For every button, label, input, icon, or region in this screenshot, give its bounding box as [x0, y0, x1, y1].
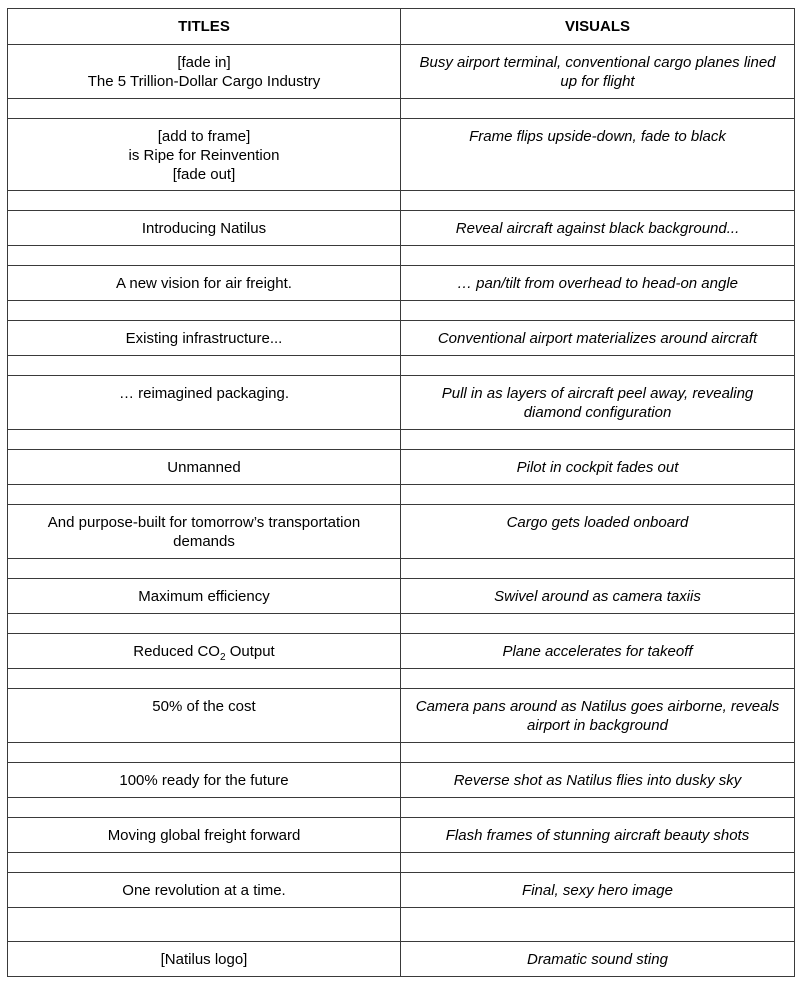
visual-cell: … pan/tilt from overhead to head-on angle	[401, 266, 795, 301]
table-row	[8, 579, 795, 614]
spacer-row	[8, 908, 795, 942]
visual-cell: Final, sexy hero image	[401, 873, 795, 908]
visual-cell: Dramatic sound sting	[401, 942, 795, 977]
title-cell	[8, 634, 401, 669]
table-row	[8, 266, 795, 301]
title-cell: [Natilus logo]	[8, 942, 401, 977]
spacer-row	[8, 356, 795, 376]
spacer-row	[8, 669, 795, 689]
spacer-row	[8, 485, 795, 505]
title-cell	[8, 119, 401, 191]
header-visuals: VISUALS	[401, 9, 795, 45]
table-row	[8, 376, 795, 430]
table-row	[8, 321, 795, 356]
visual-cell: Frame flips upside-down, fade to black	[401, 119, 795, 191]
title-line: The 5 Trillion-Dollar Cargo Industry	[87, 73, 321, 90]
visual-cell: Conventional airport materializes around aircraft	[401, 321, 795, 356]
table-row	[8, 45, 795, 99]
spacer-row	[8, 614, 795, 634]
title-line: [fade in]	[177, 54, 231, 71]
title-cell: Introducing Natilus	[8, 211, 401, 246]
table-row	[8, 119, 795, 191]
spacer-row	[8, 301, 795, 321]
header-titles: TITLES	[8, 9, 401, 45]
script-table	[7, 8, 795, 977]
spacer-row	[8, 743, 795, 763]
spacer-row	[8, 430, 795, 450]
title-cell: And purpose-built for tomorrow’s transportation demands	[8, 505, 401, 559]
table-row	[8, 634, 795, 669]
title-line: [fade out]	[172, 166, 236, 183]
spacer-row	[8, 246, 795, 266]
subscript-text: 2	[219, 652, 226, 663]
title-cell: One revolution at a time.	[8, 873, 401, 908]
table-row	[8, 505, 795, 559]
title-text: Reduced CO	[133, 643, 220, 660]
table-row	[8, 818, 795, 853]
visual-cell: Pull in as layers of aircraft peel away, revealing diamond configuration	[401, 376, 795, 430]
title-cell: 50% of the cost	[8, 689, 401, 743]
title-cell: Existing infrastructure...	[8, 321, 401, 356]
title-cell: A new vision for air freight.	[8, 266, 401, 301]
visual-cell: Reveal aircraft against black background...	[401, 211, 795, 246]
visual-cell: Reverse shot as Natilus flies into dusky sky	[401, 763, 795, 798]
title-text: Output	[225, 643, 275, 660]
visual-cell: Busy airport terminal, conventional cargo planes lined up for flight	[401, 45, 795, 99]
visual-cell: Flash frames of stunning aircraft beauty shots	[401, 818, 795, 853]
table-row	[8, 450, 795, 485]
spacer-row	[8, 559, 795, 579]
header-row	[8, 9, 795, 45]
visual-cell: Camera pans around as Natilus goes airborne, reveals airport in background	[401, 689, 795, 743]
spacer-row	[8, 99, 795, 119]
table-row	[8, 873, 795, 908]
visual-cell: Swivel around as camera taxiis	[401, 579, 795, 614]
spacer-row	[8, 798, 795, 818]
title-cell: Maximum efficiency	[8, 579, 401, 614]
title-cell	[8, 45, 401, 99]
title-cell: … reimagined packaging.	[8, 376, 401, 430]
title-line: is Ripe for Reinvention	[128, 147, 280, 164]
table-row	[8, 942, 795, 977]
visual-cell: Plane accelerates for takeoff	[401, 634, 795, 669]
table-row	[8, 211, 795, 246]
table-row	[8, 763, 795, 798]
spacer-row	[8, 191, 795, 211]
visual-cell: Pilot in cockpit fades out	[401, 450, 795, 485]
title-cell: Unmanned	[8, 450, 401, 485]
title-cell: 100% ready for the future	[8, 763, 401, 798]
title-line: [add to frame]	[157, 128, 251, 145]
table-row	[8, 689, 795, 743]
visual-cell: Cargo gets loaded onboard	[401, 505, 795, 559]
spacer-row	[8, 853, 795, 873]
title-cell: Moving global freight forward	[8, 818, 401, 853]
